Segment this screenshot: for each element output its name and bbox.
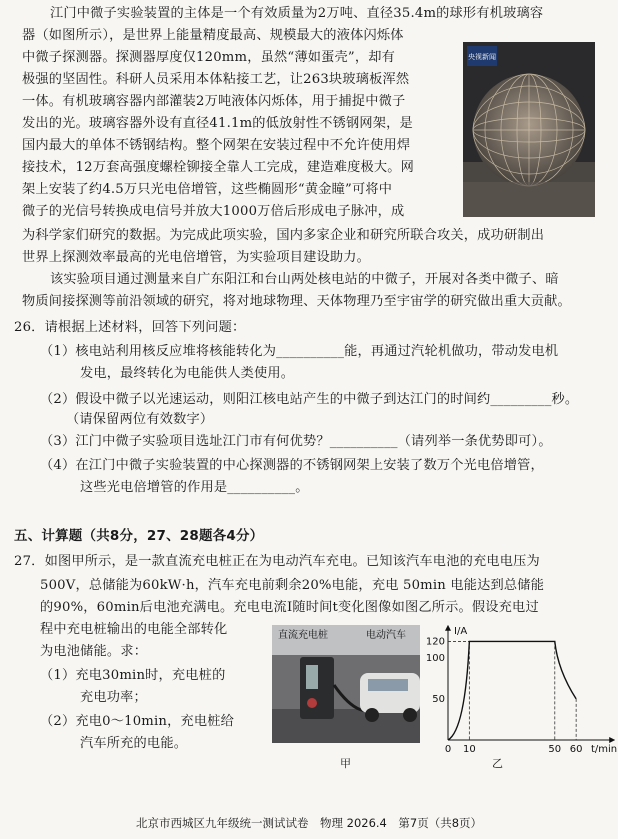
detector-sphere-photo — [463, 42, 595, 217]
x-tick-10: 10 — [462, 744, 476, 755]
passage-line-7: 国内最大的单体不锈钢结构。整个网架在安装过程中不允许使用焊 — [22, 138, 411, 153]
y-tick-100: 100 — [425, 652, 445, 664]
passage-line-3: 中微子探测器。探测器厚度仅120mm，虽然“薄如蛋壳”，却有 — [22, 50, 395, 65]
q26-item-4a: （4）在江门中微子实验装置的中心探测器的不锈钢网架上安装了数万个光电倍增管， — [40, 458, 544, 473]
q26-item-3: （3）江门中微子实验项目选址江门市有何优势？__________（请列举一条优势即可）。 — [40, 434, 552, 449]
charger-photo — [272, 625, 420, 743]
q27-line-1: 27．如图甲所示，是一款直流充电桩正在为电动汽车充电。已知该汽车电池的充电电压为 — [14, 554, 540, 569]
passage-line-8: 接技术，12万套高强度螺栓铆接全靠人工完成，建造难度极大。网 — [22, 160, 415, 175]
x-tick-0: 0 — [444, 744, 452, 755]
y-axis-label: I/A — [454, 626, 468, 637]
q27-item-2a: （2）充电0～10min，充电桩给 — [40, 714, 235, 729]
label-ev: 电动汽车 — [366, 630, 406, 641]
q27-line-5: 为电池储能。求： — [40, 644, 148, 659]
x-tick-50: 50 — [548, 744, 562, 755]
q27-line-4: 程中充电桩输出的电能全部转化 — [40, 622, 228, 637]
q26-item-4b: 这些光电倍增管的作用是__________。 — [80, 480, 309, 495]
q26-item-1b: 发电，最终转化为电能供人类使用。 — [80, 366, 295, 381]
q27-item-2b: 汽车所充的电能。 — [80, 736, 188, 751]
passage-line-13: 该实验项目通过测量来自广东阳江和台山两处核电站的中微子，开展对各类中微子、暗 — [50, 272, 559, 287]
current-time-chart — [425, 620, 618, 775]
passage-line-4: 极强的坚固性。科研人员采用本体粘接工艺，让263块玻璃板浑然 — [22, 72, 410, 87]
page-footer: 北京市西城区九年级统一测试试卷 物理 2026.4 第7页（共8页） — [135, 816, 483, 830]
passage-line-9: 架上安装了约4.5万只光电倍增管，这些椭圆形“黄金瞳”可将中 — [22, 182, 393, 197]
photo-badge: 央视新闻 — [468, 53, 496, 61]
q26-stem: 26．请根据上述材料，回答下列问题： — [14, 320, 246, 335]
x-axis-label: t/min — [591, 744, 618, 755]
figure-yi-label: 乙 — [492, 757, 504, 770]
passage-line-2: 器（如图所示），是世界上能量精度最高、规模最大的液体闪烁体 — [22, 28, 404, 43]
y-tick-120: 120 — [425, 636, 445, 648]
passage-line-12: 世界上探测效率最高的光电倍增管，为实验项目建设助力。 — [22, 250, 371, 265]
passage-line-5: 一体。有机玻璃容器内部灌装2万吨液体闪烁体，用于捕捉中微子 — [22, 94, 406, 109]
passage-line-11: 为科学家们研究的数据。为完成此项实验，国内多家企业和研究所联合攻关，成功研制出 — [22, 228, 545, 243]
passage-line-10: 微子的光信号转换成电信号并放大1000万倍后形成电子脉冲，成 — [22, 204, 405, 219]
passage-line-14: 物质间接探测等前沿领域的研究，将对地球物理、天体物理乃至宇宙学的研究做出重大贡献。 — [22, 294, 571, 309]
passage-line-6: 发出的光。玻璃容器外设有直径41.1m的低放射性不锈钢网架，是 — [22, 116, 413, 131]
section-5-title: 五、计算题（共8分，27、28题各4分） — [14, 528, 264, 544]
q26-item-2b: （请保留两位有效数字） — [66, 412, 214, 427]
q27-line-3: 的90%，60min后电池充满电。充电电流I随时间t变化图像如图乙所示。假设充电过 — [40, 600, 539, 615]
series-line — [448, 641, 576, 740]
q27-line-2: 500V，总储能为60kW·h，汽车充电前剩余20%电能，充电 50min 电能达到总储能 — [40, 578, 545, 593]
q26-item-1a: （1）核电站利用核反应堆将核能转化为__________能，再通过汽轮机做功，带动发电机 — [40, 344, 559, 359]
q26-item-2a: （2）假设中微子以光速运动，则阳江核电站产生的中微子到达江门的时间约_________秒。 — [40, 392, 579, 407]
q27-item-1b: 充电功率； — [80, 690, 147, 705]
y-tick-50: 50 — [432, 693, 445, 705]
q27-item-1a: （1）充电30min时，充电桩的 — [40, 668, 226, 683]
figure-jia-label: 甲 — [340, 757, 352, 770]
x-tick-60: 60 — [569, 744, 583, 755]
label-dc-charger: 直流充电桩 — [278, 630, 328, 641]
passage-line-1: 江门中微子实验装置的主体是一个有效质量为2万吨、直径35.4m的球形有机玻璃容 — [50, 6, 544, 21]
